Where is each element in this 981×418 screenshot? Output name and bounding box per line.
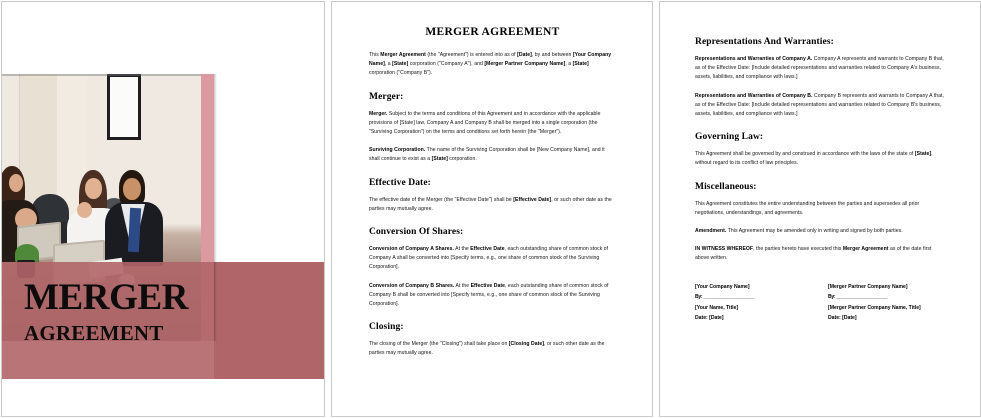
heading-governing-law: Governing Law: <box>695 132 764 143</box>
photo-person-right-tie <box>128 208 141 253</box>
paragraph-conversion-company-b: Conversion of Company B Shares. At the Effective Date, each outstanding share of common stock of Company B shall be converted into [Specify terms, e.g., one share of common stock of the Surviving Corporation]. <box>369 282 609 308</box>
signature-company-right: [Merger Partner Company Name] <box>828 283 908 290</box>
paragraph-amendment: Amendment. This Agreement may be amended only in writing and signed by both parties. <box>695 228 903 235</box>
paragraph-miscellaneous: This Agreement constitutes the entire understanding between the parties and supersedes all prior negotiations, understandings, and agreements. <box>695 200 920 216</box>
signature-column-right <box>828 282 947 324</box>
signature-block <box>695 282 947 324</box>
photo-person-left-face <box>9 174 23 192</box>
heading-closing: Closing: <box>369 322 404 333</box>
cover-title-main: MERGER <box>24 277 189 318</box>
heading-miscellaneous: Miscellaneous: <box>695 181 757 192</box>
photo-person-right-face <box>123 178 141 200</box>
signature-name-title-left: [Your Name, Title] <box>695 304 739 311</box>
page-2-content <box>369 14 616 368</box>
paragraph-governing-law: This Agreement shall be governed by and construed in accordance with the laws of the state of [State], without regard to its conflict of law principles. <box>695 151 933 167</box>
page-title: MERGER AGREEMENT <box>425 26 560 38</box>
paragraph-reps-company-a: Representations and Warranties of Company A. Company A represents and warrants to Company B that, as of the Effective Date: [Include detailed representations and warranties related to Company A's business, assets, liabilities, and compliance with laws.] <box>695 56 944 81</box>
paragraph-witness: IN WITNESS WHEREOF, the parties hereto have executed this Merger Agreement as of the date first above written. <box>695 246 932 262</box>
photo-person-center-face <box>85 178 102 199</box>
cover-title-sub: AGREEMENT <box>24 321 164 345</box>
signature-by-right[interactable]: By: ____________________ <box>828 294 888 301</box>
cover-accent-band-solid <box>214 262 325 379</box>
heading-representations-warranties: Representations And Warranties: <box>695 37 834 47</box>
heading-merger: Merger: <box>369 91 404 102</box>
paragraph-effective-date: The effective date of the Merger (the "Effective Date") shall be [Effective Date], or such other date as the parties may mutually agree. <box>369 196 612 212</box>
paragraph-merger: Merger. Subject to the terms and conditions of this Agreement and in accordance with the applicable provisions of [State] law, Company A and Company B shall be merged into a single corporation (the "Surviving Corporation") on the terms and conditions set forth herein (the "Merger"). <box>369 110 601 136</box>
signature-by-left[interactable]: By: ____________________ <box>695 294 755 301</box>
page-3-content <box>695 24 947 324</box>
paragraph-closing: The closing of the Merger (the "Closing") shall take place on [Closing Date], or such other date as the parties may mutually agree. <box>369 341 605 357</box>
photo-wall-frame <box>107 74 141 140</box>
document-page-3[interactable] <box>659 1 981 417</box>
cover-photo-shadow <box>214 74 217 341</box>
heading-conversion-of-shares: Conversion Of Shares: <box>369 227 464 238</box>
intro-paragraph: This Merger Agreement (the "Agreement") is entered into as of [Date], by and between [Your Company Name], a [State] corporation ("Company A"), and [Merger Partner Company Name], a [State] corporation ("Company B"). <box>369 52 612 77</box>
paragraph-surviving-corporation: Surviving Corporation. The name of the Surviving Corporation shall be [New Company Name], and it shall continue to exist as a [State] corporation. <box>369 147 605 163</box>
paragraph-conversion-company-a: Conversion of Company A Shares. At the Effective Date, each outstanding share of common stock of Company A shall be converted into [Specify terms, e.g., one share of common stock of the Surviving Corporation]. <box>369 246 609 271</box>
signature-date-right: Date: [Date] <box>828 315 857 322</box>
signature-column-left <box>695 282 814 324</box>
paragraph-reps-company-b: Representations and Warranties of Company B. Company B represents and warrants to Company A that, as of the Effective Date: [Include detailed representations and warranties related to Company B's business, assets, liabilities, and compliance with laws.] <box>695 92 944 118</box>
signature-company-left: [Your Company Name] <box>695 283 750 290</box>
document-page-1-cover[interactable] <box>1 1 325 417</box>
signature-name-title-right: [Merger Partner Company Name, Title] <box>828 304 921 311</box>
heading-effective-date: Effective Date: <box>369 177 431 188</box>
cover-title-group <box>24 278 188 346</box>
document-page-2[interactable] <box>331 1 653 417</box>
photo-person-center-arm <box>77 202 92 218</box>
signature-date-left: Date: [Date] <box>695 315 724 322</box>
